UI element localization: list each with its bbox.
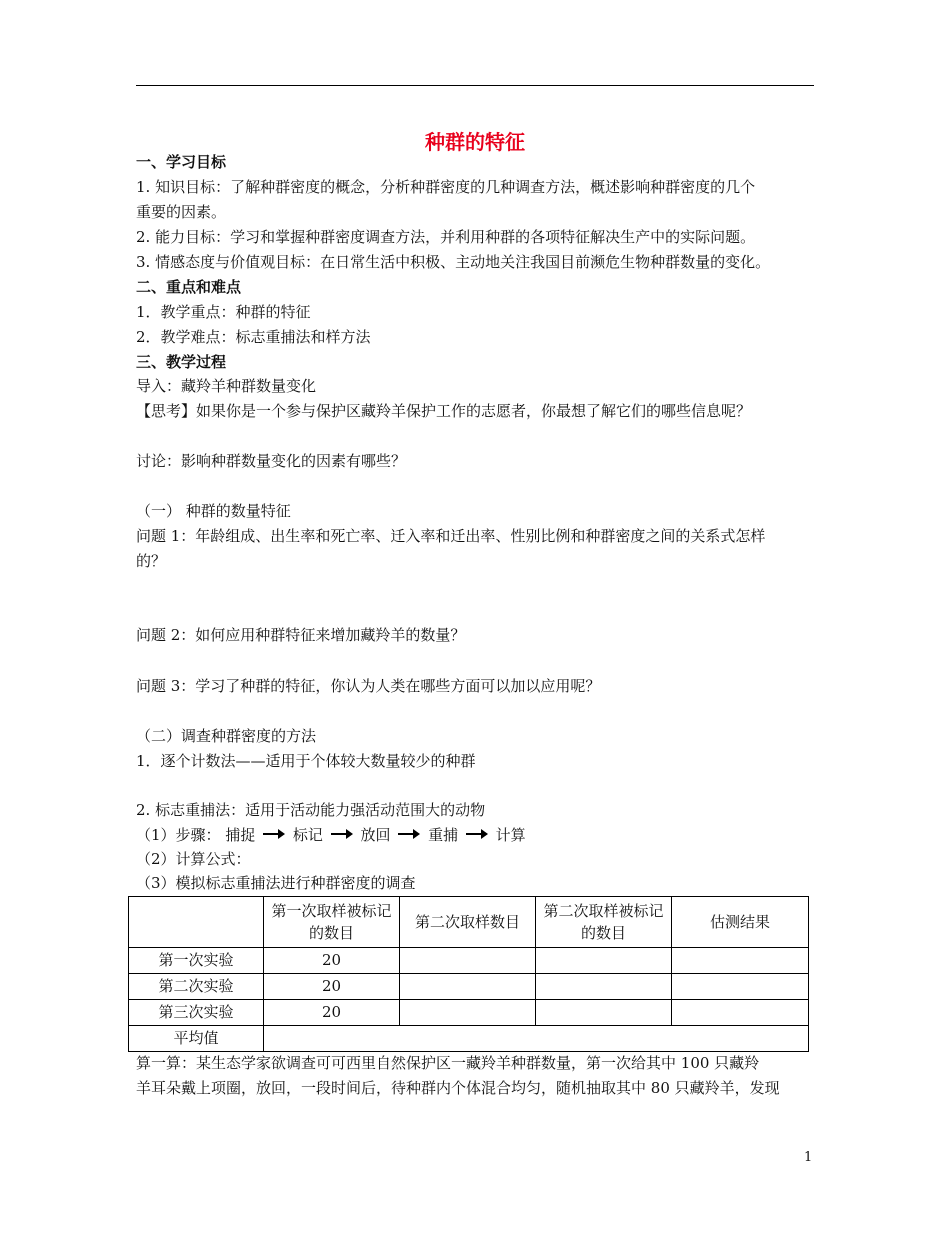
table-header-cell: 第二次取样被标记的数目 (536, 897, 672, 948)
subsection-quantity-features: （一） 种群的数量特征 (136, 502, 291, 520)
step-mark: 标记 (292, 826, 323, 844)
discussion-text: 讨论：影响种群数量变化的因素有哪些？ (136, 452, 407, 470)
table-cell (672, 1000, 809, 1026)
question-1-cont: 的？ (136, 552, 167, 570)
key-point: 1．教学重点：种群的特征 (136, 303, 311, 321)
arrow-icon (262, 827, 286, 841)
arrow-icon (465, 827, 489, 841)
step-recapture: 重捕 (428, 826, 459, 844)
arrow-icon (397, 827, 421, 841)
calc-problem: 算一算：某生态学家欲调查可可西里自然保护区一藏羚羊种群数量，第一次给其中 100 只藏羚 (136, 1054, 760, 1072)
objective-knowledge-cont: 重要的因素。 (136, 203, 227, 221)
objective-attitude: 3. 情感态度与价值观目标：在日常生活中积极、主动地关注我国目前濒危生物种群数量的变化。 (136, 253, 771, 271)
table-cell (536, 1000, 672, 1026)
objective-knowledge: 1. 知识目标：了解种群密度的概念，分析种群密度的几种调查方法，概述影响种群密度的几个 (136, 178, 756, 196)
question-2: 问题 2：如何应用种群特征来增加藏羚羊的数量？ (136, 626, 466, 644)
difficult-point: 2．教学难点：标志重捕法和样方法 (136, 328, 371, 346)
question-1: 问题 1：年龄组成、出生率和死亡率、迁入率和迁出率、性别比例和种群密度之间的关系式怎样 (136, 527, 766, 545)
table-header-cell: 估测结果 (672, 897, 809, 948)
objective-ability: 2. 能力目标：学习和掌握种群密度调查方法，并利用种群的各项特征解决生产中的实际问题。 (136, 228, 756, 246)
section-heading-objectives: 一、学习目标 (136, 153, 227, 171)
table-cell (400, 948, 536, 974)
table-row (129, 1000, 809, 1026)
table-row (129, 974, 809, 1000)
table-cell (672, 974, 809, 1000)
table-row (129, 948, 809, 974)
table-cell: 20 (264, 1000, 400, 1026)
table-cell (400, 974, 536, 1000)
arrow-icon (330, 827, 354, 841)
table-row-average (129, 1026, 809, 1052)
row-label: 平均值 (129, 1026, 264, 1052)
table-header-row (129, 897, 809, 948)
table-cell (536, 948, 672, 974)
method-direct-count: 1．逐个计数法——适用于个体较大数量较少的种群 (136, 752, 476, 770)
calc-problem-cont: 羊耳朵戴上项圈，放回，一段时间后，待种群内个体混合均匀，随机抽取其中 80 只藏羚羊，发现 (136, 1079, 780, 1097)
table-cell: 20 (264, 974, 400, 1000)
table-cell (672, 948, 809, 974)
section-heading-process: 三、教学过程 (136, 353, 227, 371)
formula-label: （2）计算公式： (136, 850, 251, 868)
step-capture: 捕捉 (225, 826, 256, 844)
step-calculate: 计算 (495, 826, 526, 844)
table-cell (536, 974, 672, 1000)
steps-line (136, 825, 526, 845)
intro-text: 导入：藏羚羊种群数量变化 (136, 377, 317, 395)
simulation-label: （3）模拟标志重捕法进行种群密度的调查 (136, 874, 416, 892)
table-header-cell (129, 897, 264, 948)
steps-label: （1）步骤： (136, 826, 221, 844)
section-heading-key-points: 二、重点和难点 (136, 278, 242, 296)
header-rule (136, 85, 814, 86)
page-title: 种群的特征 (425, 130, 525, 154)
row-label: 第三次实验 (129, 1000, 264, 1026)
average-cell (264, 1026, 809, 1052)
table-header-cell: 第二次取样数目 (400, 897, 536, 948)
method-mark-recapture: 2. 标志重捕法：适用于活动能力强活动范围大的动物 (136, 801, 486, 819)
step-release: 放回 (360, 826, 391, 844)
row-label: 第二次实验 (129, 974, 264, 1000)
subsection-density-methods: （二）调查种群密度的方法 (136, 727, 317, 745)
table-header-cell: 第一次取样被标记的数目 (264, 897, 400, 948)
table-cell: 20 (264, 948, 400, 974)
page-number: 1 (804, 1150, 813, 1165)
question-3: 问题 3：学习了种群的特征，你认为人类在哪些方面可以加以应用呢？ (136, 677, 601, 695)
row-label: 第一次实验 (129, 948, 264, 974)
mark-recapture-table (128, 896, 809, 1052)
table-cell (400, 1000, 536, 1026)
think-prompt: 【思考】如果你是一个参与保护区藏羚羊保护工作的志愿者，你最想了解它们的哪些信息呢？ (136, 402, 752, 420)
